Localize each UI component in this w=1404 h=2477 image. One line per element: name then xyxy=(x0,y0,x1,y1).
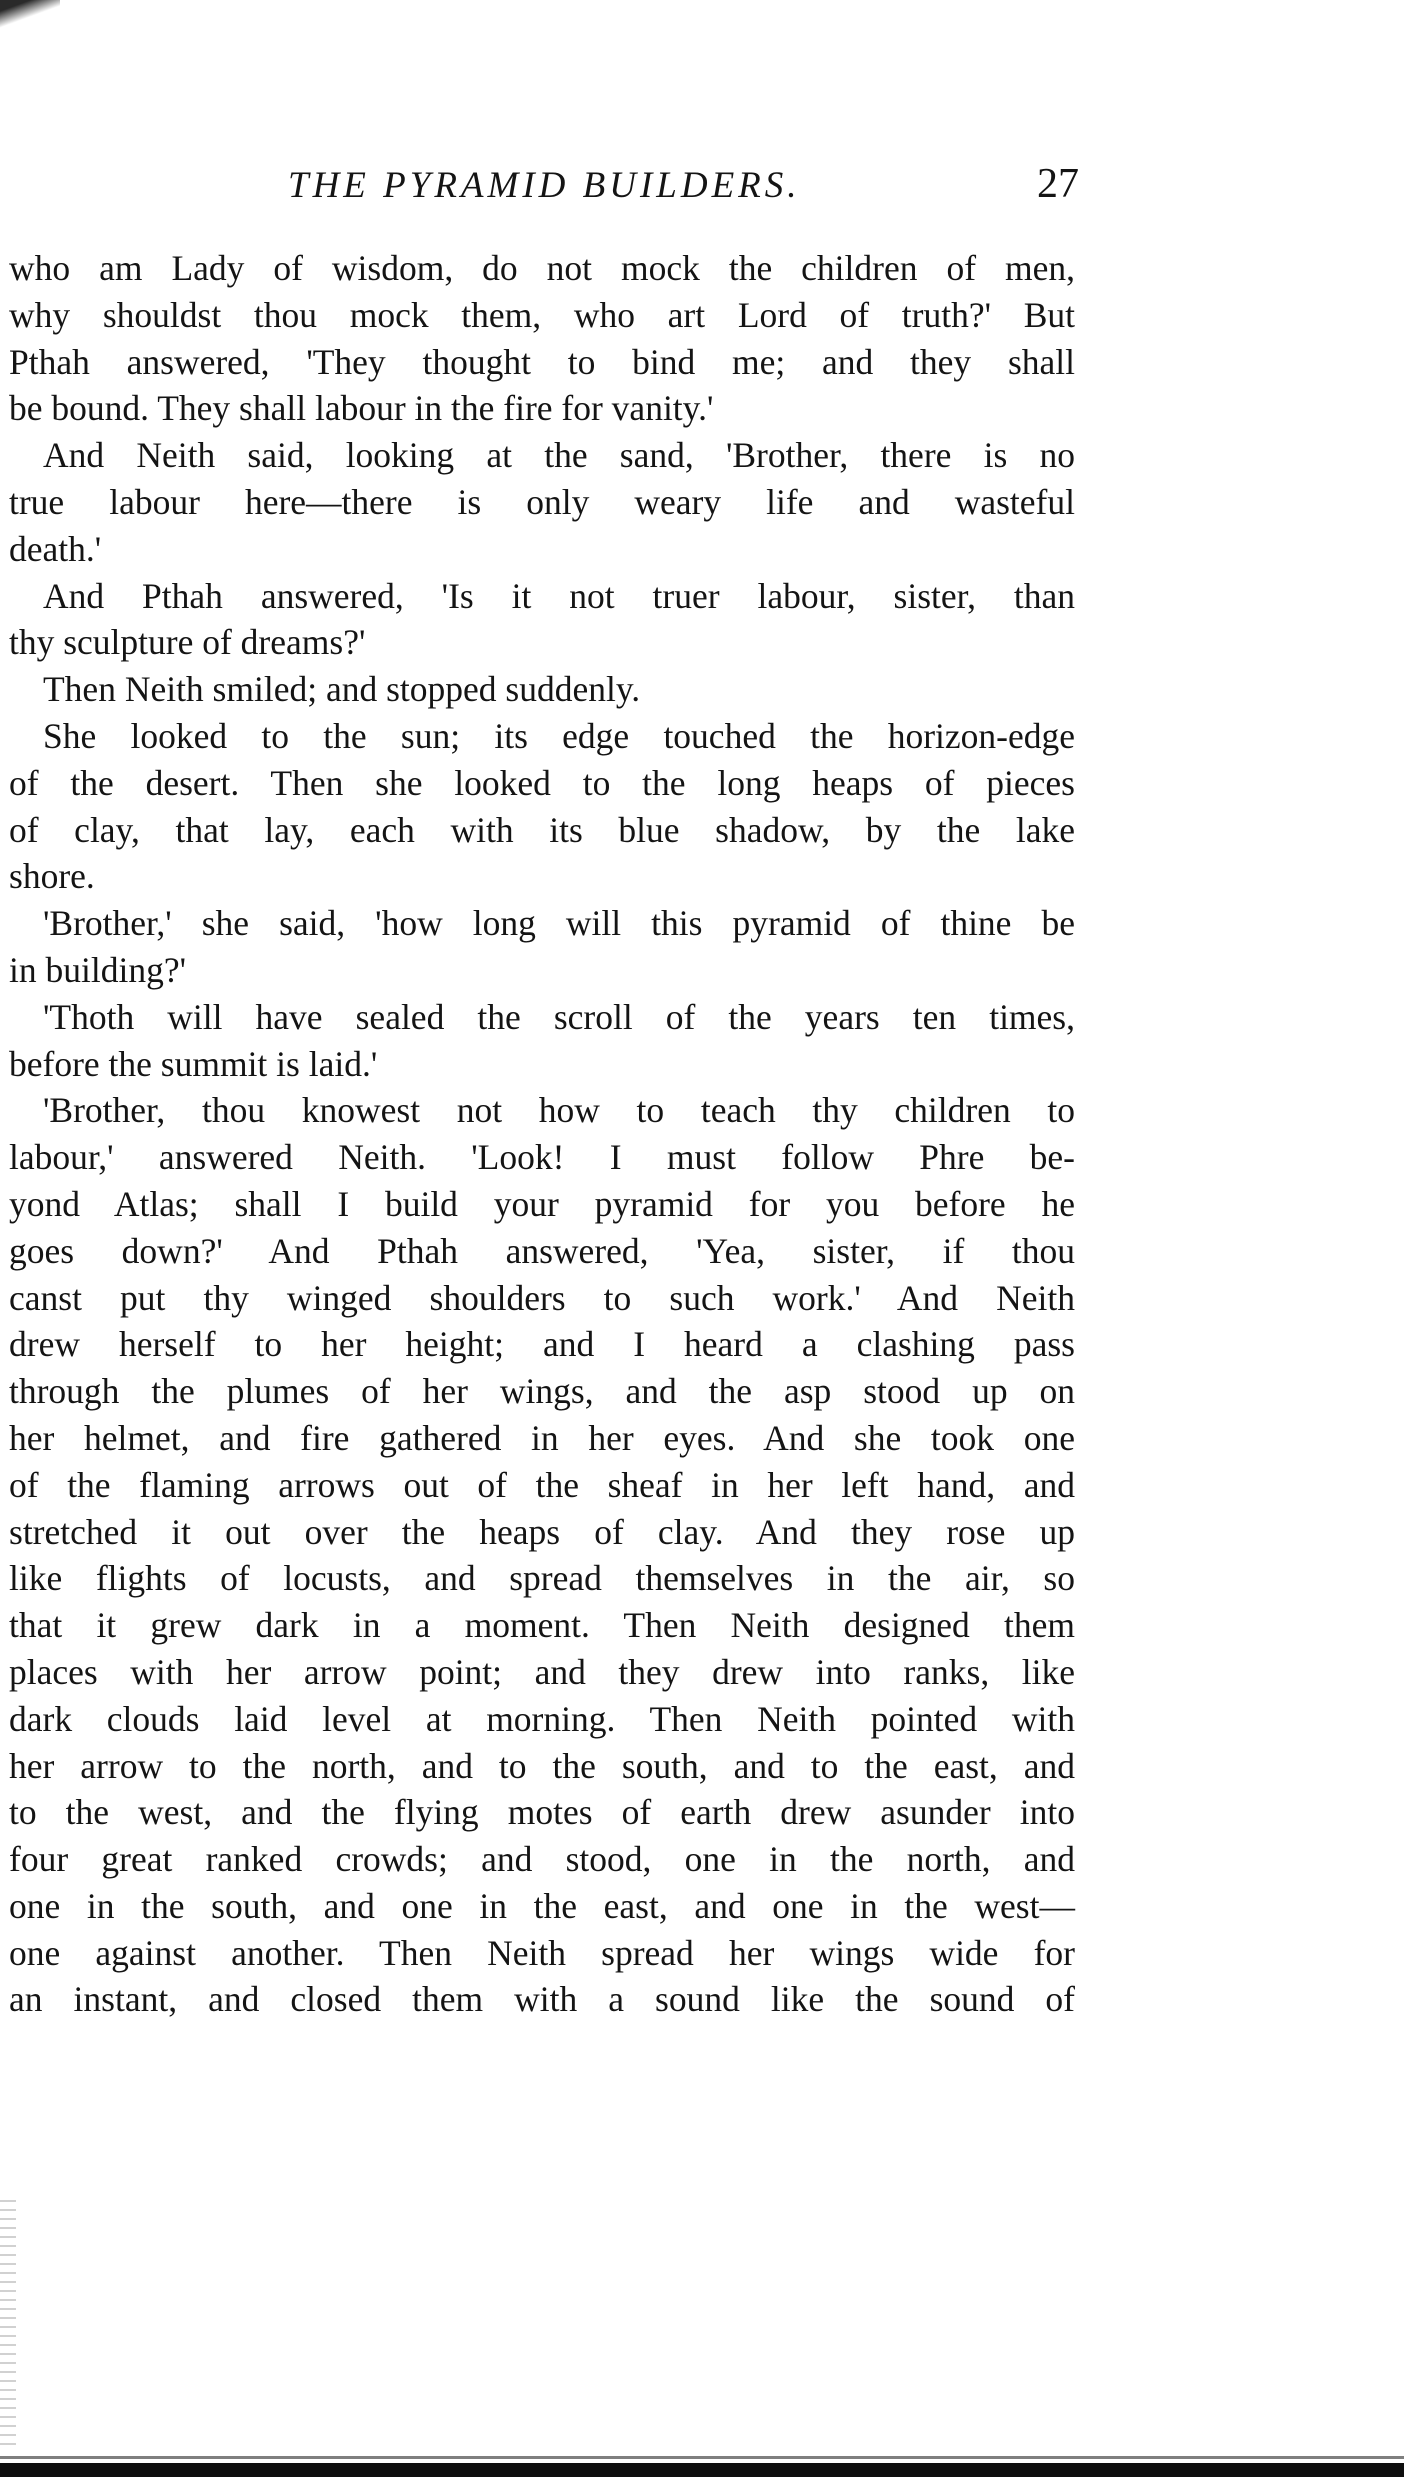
text-line: labour,' answered Neith. 'Look! I must follow Phre be- xyxy=(9,1137,1075,1178)
scan-edge-artifact xyxy=(0,2200,16,2450)
text-line: an instant, and closed them with a sound like the sound of xyxy=(9,1979,1075,2020)
text-line: to the west, and the flying motes of earth drew asunder into xyxy=(9,1792,1075,1833)
text-line: drew herself to her height; and I heard a clashing pass xyxy=(9,1324,1075,1365)
scan-corner-artifact xyxy=(0,0,60,40)
text-line: She looked to the sun; its edge touched the horizon-edge xyxy=(43,715,1075,756)
text-line: death.' xyxy=(9,528,102,569)
text-line: Then Neith smiled; and stopped suddenly. xyxy=(43,669,641,710)
page-header xyxy=(0,160,1404,210)
text-line: why shouldst thou mock them, who art Lord of truth?' But xyxy=(9,294,1075,335)
text-line: her helmet, and fire gathered in her eyes. And she took one xyxy=(9,1417,1075,1458)
text-line: dark clouds laid level at morning. Then Neith pointed with xyxy=(9,1698,1075,1739)
text-line: thy sculpture of dreams?' xyxy=(9,622,366,663)
text-line: And Pthah answered, 'Is it not truer labour, sister, than xyxy=(43,575,1075,616)
text-line: stretched it out over the heaps of clay. And they rose up xyxy=(9,1511,1075,1552)
text-line: yond Atlas; shall I build your pyramid for you before he xyxy=(9,1183,1075,1224)
text-line: before the summit is laid.' xyxy=(9,1043,378,1084)
text-line: canst put thy winged shoulders to such work.' And Neith xyxy=(9,1277,1075,1318)
text-line: four great ranked crowds; and stood, one in the north, and xyxy=(9,1839,1075,1880)
text-line: through the plumes of her wings, and the asp stood up on xyxy=(9,1371,1075,1412)
text-line: one in the south, and one in the east, and one in the west— xyxy=(9,1885,1075,1926)
text-line: places with her arrow point; and they drew into ranks, like xyxy=(9,1651,1075,1692)
text-line: goes down?' And Pthah answered, 'Yea, sister, if thou xyxy=(9,1230,1075,1271)
text-line: 'Brother, thou knowest not how to teach thy children to xyxy=(43,1090,1075,1131)
scan-bottom-edge xyxy=(0,2463,1404,2477)
text-line: of the flaming arrows out of the sheaf in her left hand, and xyxy=(9,1464,1075,1505)
running-head: THE PYRAMID BUILDERS. xyxy=(288,165,801,206)
body-text xyxy=(9,245,1075,2023)
text-line: shore. xyxy=(9,856,95,897)
text-line: 'Brother,' she said, 'how long will this pyramid of thine be xyxy=(43,903,1075,944)
text-line: Pthah answered, 'They thought to bind me; and they shall xyxy=(9,341,1075,382)
text-line: be bound. They shall labour in the fire for vanity.' xyxy=(9,388,714,429)
scan-bottom-line xyxy=(0,2456,1404,2459)
text-line: in building?' xyxy=(9,949,186,990)
text-line: of the desert. Then she looked to the long heaps of pieces xyxy=(9,762,1075,803)
page-number: 27 xyxy=(1037,161,1079,207)
text-line: like flights of locusts, and spread themselves in the air, so xyxy=(9,1558,1075,1599)
text-line: of clay, that lay, each with its blue shadow, by the lake xyxy=(9,809,1075,850)
text-line: her arrow to the north, and to the south, and to the east, and xyxy=(9,1745,1075,1786)
text-line: that it grew dark in a moment. Then Neith designed them xyxy=(9,1605,1075,1646)
text-line: true labour here—there is only weary life and wasteful xyxy=(9,481,1075,522)
text-line: And Neith said, looking at the sand, 'Brother, there is no xyxy=(43,435,1075,476)
text-line: who am Lady of wisdom, do not mock the children of men, xyxy=(9,248,1075,288)
text-line: one against another. Then Neith spread her wings wide for xyxy=(9,1932,1075,1973)
text-line: 'Thoth will have sealed the scroll of the years ten times, xyxy=(43,996,1075,1037)
